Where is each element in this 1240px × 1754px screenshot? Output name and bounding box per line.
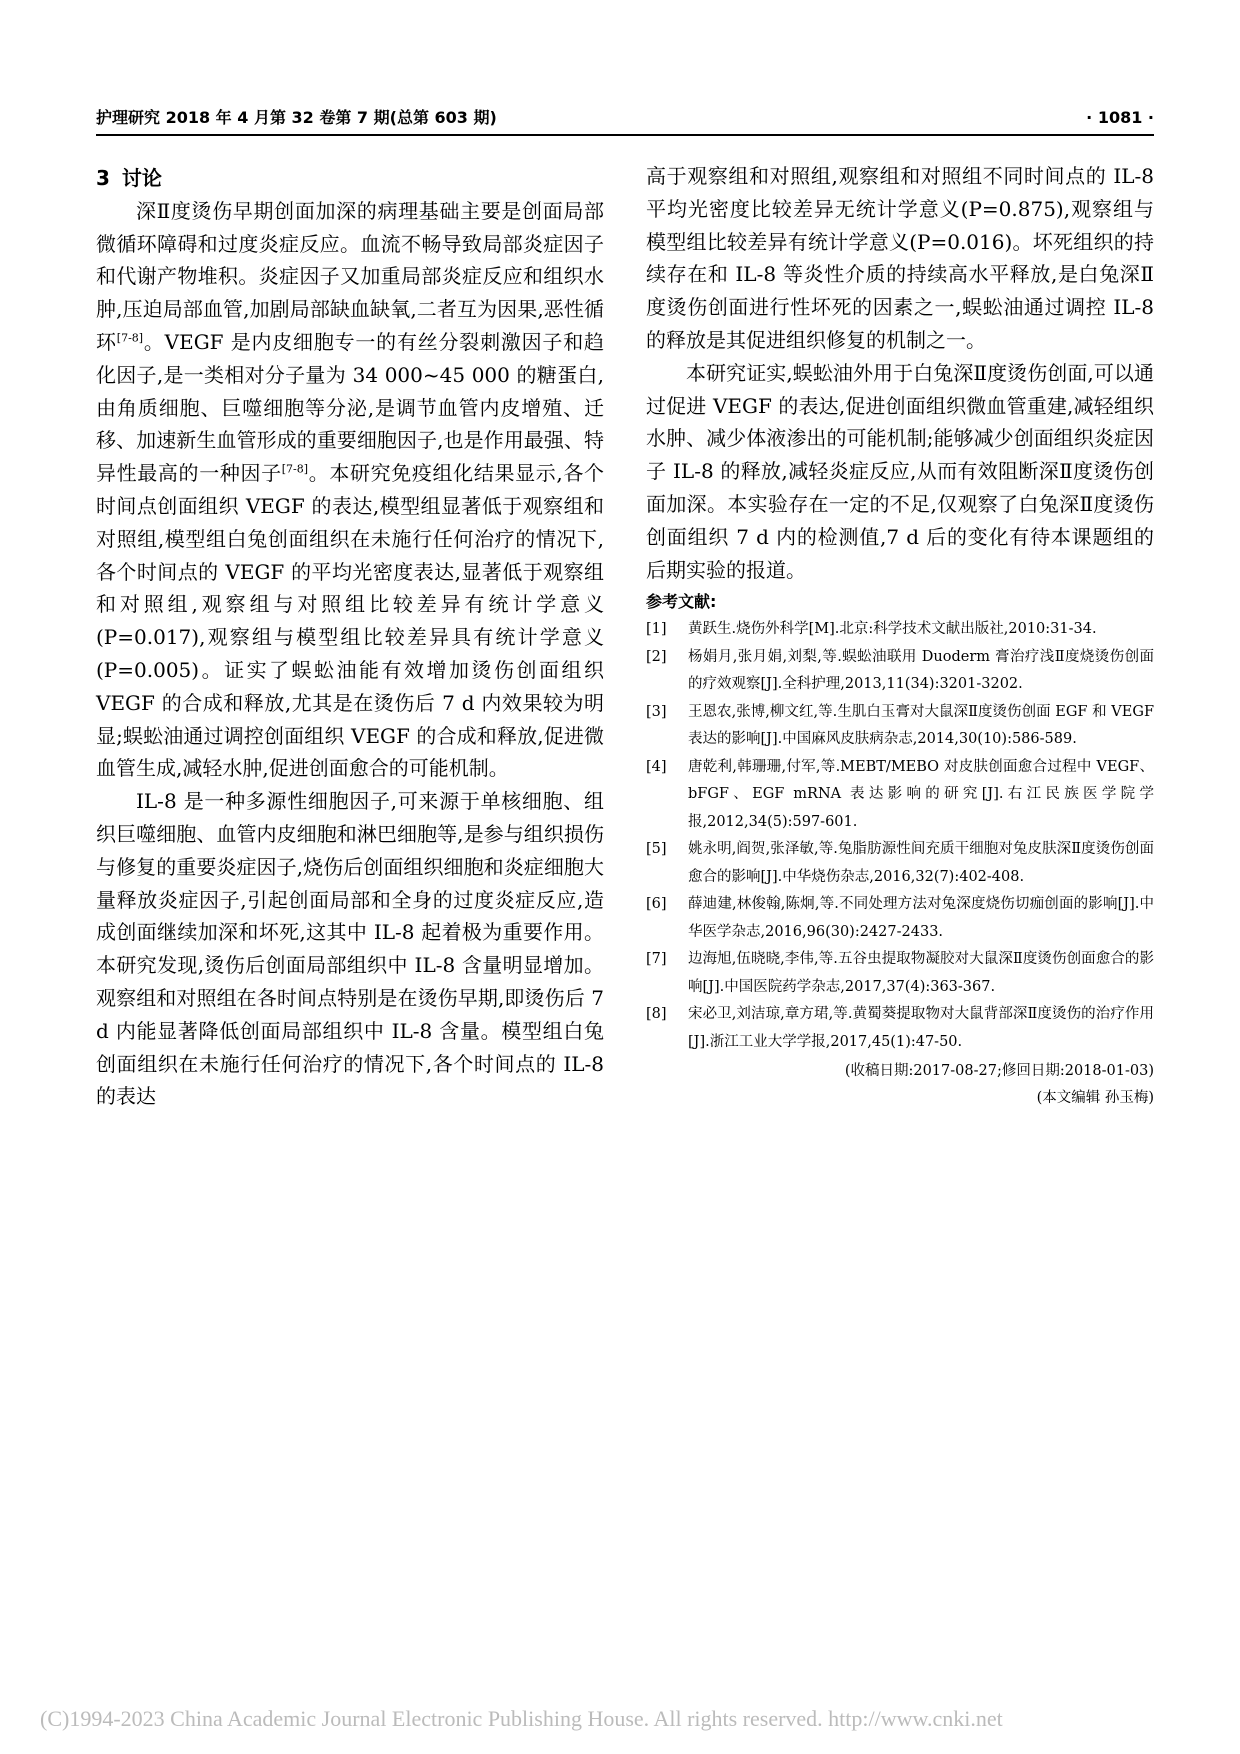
reference-item (646, 946, 1154, 1001)
reference-number: [2] (646, 648, 667, 665)
reference-number: [3] (646, 703, 667, 720)
reference-text: 唐乾利,韩珊珊,付军,等.MEBT/MEBO 对皮肤创面愈合过程中 VEGF、bFGF、EGF mRNA 表达影响的研究[J].右江民族医学院学报,2012,34(5):597-601. (688, 758, 1154, 830)
page-number: · 1081 · (1086, 108, 1154, 127)
body-paragraph (96, 195, 604, 785)
citation: [7-8] (116, 331, 144, 345)
reference-text: 宋必卫,刘洁琼,章方珺,等.黄蜀葵提取物对大鼠背部深Ⅱ度烫伤的治疗作用[J].浙江工业大学学报,2017,45(1):47-50. (688, 1006, 1154, 1050)
reference-item (646, 1001, 1154, 1056)
citation: [7-8] (281, 462, 309, 476)
reference-item (646, 754, 1154, 837)
reference-item (646, 891, 1154, 946)
reference-number: [6] (646, 896, 667, 913)
left-column (96, 162, 604, 1113)
reference-number: [4] (646, 758, 667, 775)
reference-list (646, 616, 1154, 1056)
body-paragraph: 高于观察组和对照组,观察组和对照组不同时间点的 IL-8 平均光密度比较差异无统计学意义(P=0.875),观察组与模型组比较差异有统计学意义(P=0.016)。坏死组织的持续存在和 IL-8 等炎性介质的持续高水平释放,是白兔深Ⅱ度烫伤创面进行性坏死的因素之一,蜈蚣油通过调控 IL-8 的释放是其促进组织修复的机制之一。 (646, 164, 1154, 352)
references-heading: 参考文献: (646, 592, 717, 612)
reference-text: 王恩农,张博,柳文红,等.生肌白玉膏对大鼠深Ⅱ度烫伤创面 EGF 和 VEGF 表达的影响[J].中国麻风皮肤病杂志,2014,30(10):586-589. (688, 703, 1154, 748)
reference-text: 边海旭,伍晓晓,李伟,等.五谷虫提取物凝胶对大鼠深Ⅱ度烫伤创面愈合的影响[J].中国医院药学杂志,2017,37(4):363-367. (688, 951, 1154, 995)
running-header (96, 106, 1154, 136)
reference-text: 姚永明,阎贺,张泽敏,等.兔脂肪源性间充质干细胞对兔皮肤深Ⅱ度烫伤创面愈合的影响[J].中华烧伤杂志,2016,32(7):402-408. (688, 841, 1154, 885)
reference-item (646, 836, 1154, 891)
reference-text: 杨娟月,张月娟,刘梨,等.蜈蚣油联用 Duoderm 膏治疗浅Ⅱ度烧烫伤创面的疗效观察[J].全科护理,2013,11(34):3201-3202. (688, 648, 1154, 693)
reference-text: 黄跃生.烧伤外科学[M].北京:科学技术文献出版社,2010:31-34. (688, 621, 1097, 638)
right-column (646, 160, 1154, 1112)
journal-issue: 护理研究 2018 年 4 月第 32 卷第 7 期(总第 603 期) (96, 108, 497, 127)
body-paragraph: 本研究证实,蜈蚣油外用于白兔深Ⅱ度烫伤创面,可以通过促进 VEGF 的表达,促进创面组织微血管重建,减轻组织水肿、减少体液渗出的可能机制;能够减少创面组织炎症因子 IL-8 的释放,减轻炎症反应,从而有效阻断深Ⅱ度烫伤创面加深。本实验存在一定的不足,仅观察了白兔深Ⅱ度烫伤创面组织 7 d 内的检测值,7 d 后的变化有待本课题组的后期实验的报道。 (646, 360, 1154, 582)
reference-number: [1] (646, 621, 667, 638)
reference-number: [5] (646, 841, 667, 858)
reference-item (646, 699, 1154, 754)
editor-credit: (本文编辑 孙玉梅) (1036, 1090, 1154, 1107)
paragraph-text: 深Ⅱ度烫伤早期创面加深的病理基础主要是创面局部微循环障碍和过度炎症反应。血流不畅导致局部炎症因子和代谢产物堆积。炎症因子又加重局部炎症反应和组织水肿,压迫局部血管,加剧局部缺血缺氧,二者互为因果,恶性循环 (96, 198, 604, 354)
body-paragraph: IL-8 是一种多源性细胞因子,可来源于单核细胞、组织巨噬细胞、血管内皮细胞和淋巴细胞等,是参与组织损伤与修复的重要炎症因子,烧伤后创面组织细胞和炎症细胞大量释放炎症因子,引起创面局部和全身的过度炎症反应,造成创面继续加深和坏死,这其中 IL-8 起着极为重要作用。本研究发现,烫伤后创面局部组织中 IL-8 含量明显增加。观察组和对照组在各时间点特别是在烫伤早期,即烫伤后 7 d 内能显著降低创面局部组织中 IL-8 含量。模型组白兔创面组织在未施行任何治疗的情况下,各个时间点的 IL-8 的表达 (96, 789, 604, 1109)
reference-number: [8] (646, 1006, 667, 1023)
section-heading (96, 162, 604, 195)
section-title: 讨论 (121, 166, 162, 190)
received-revised-dates: (收稿日期:2017-08-27;修回日期:2018-01-03) (844, 1063, 1154, 1080)
reference-item (646, 644, 1154, 699)
paragraph-text: 。本研究免疫组化结果显示,各个时间点创面组织 VEGF 的表达,模型组显著低于观察组和对照组,模型组白兔创面组织在未施行任何治疗的情况下,各个时间点的 VEGF 的平均光密度表达,显著低于观察组和对照组,观察组与对照组比较差异有统计学意义(P=0.017),观察组与模型组比较差异具有统计学意义(P=0.005)。证实了蜈蚣油能有效增加烫伤创面组织 VEGF 的合成和释放,尤其是在烫伤后 7 d 内效果较为明显;蜈蚣油通过调控创面组织 VEGF 的合成和释放,促进微血管生成,减轻水肿,促进创面愈合的可能机制。 (96, 461, 605, 781)
section-number: 3 (96, 166, 110, 190)
paragraph-text: 。VEGF 是内皮细胞专一的有丝分裂刺激因子和趋化因子,是一类相对分子量为 34 000~45 000 的糖蛋白,由角质细胞、巨噬细胞等分泌,是调节血管内皮增殖、迁移、加速新生血管形成的重要细胞因子,也是作用最强、特异性最高的一种因子 (96, 329, 605, 486)
copyright-watermark: (C)1994-2023 China Academic Journal Electronic Publishing House. All rights reserved. http://www.cnki.net (40, 1706, 1003, 1731)
reference-item (646, 616, 1154, 644)
reference-text: 薛迪建,林俊翰,陈炯,等.不同处理方法对兔深度烧伤切痂创面的影响[J].中华医学杂志,2016,96(30):2427-2433. (688, 896, 1154, 940)
reference-number: [7] (646, 951, 667, 968)
